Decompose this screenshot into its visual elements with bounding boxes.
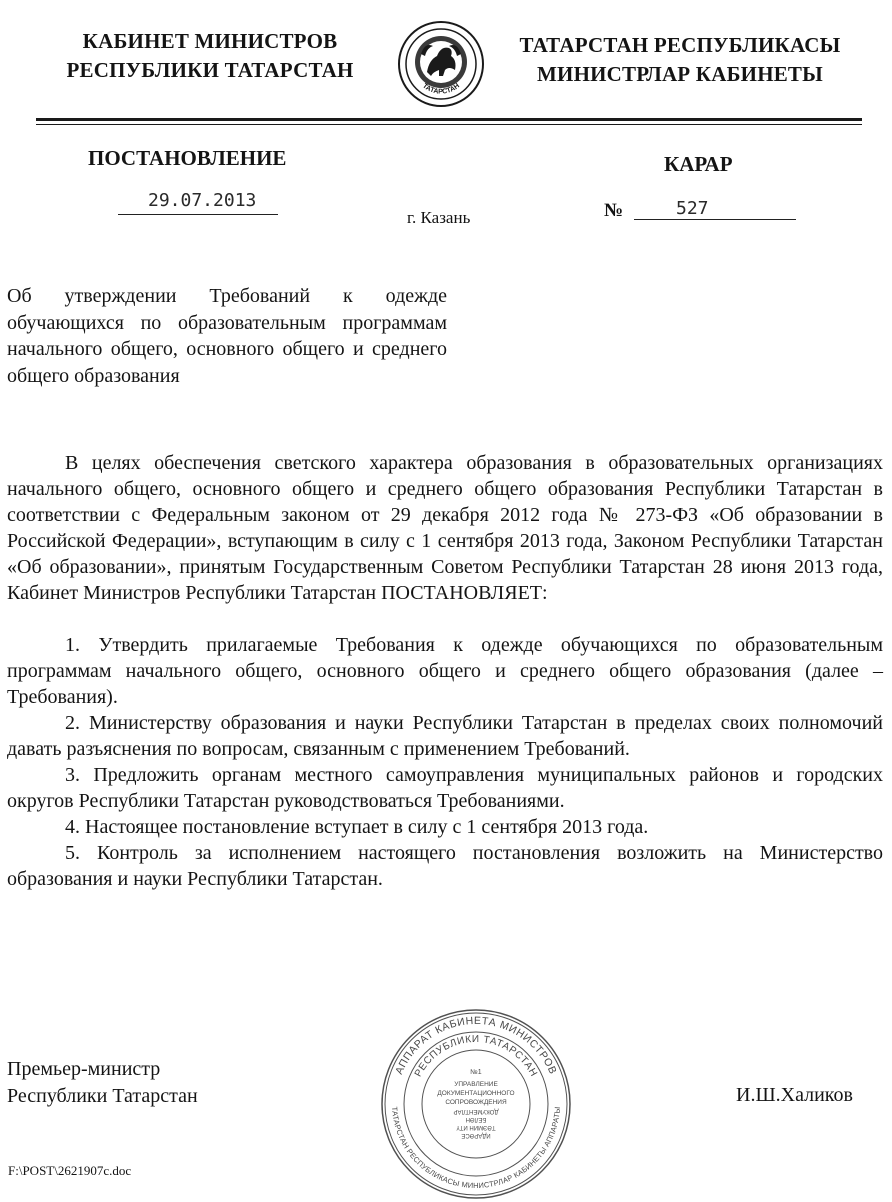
header-left-line2: РЕСПУБЛИКИ ТАТАРСТАН (66, 58, 354, 82)
signatory-title (7, 1056, 198, 1109)
header-left-line1: КАБИНЕТ МИНИСТРОВ (82, 29, 338, 53)
emblem-text: ТАТАРСТАН (421, 82, 461, 96)
header-right-title (500, 31, 860, 89)
document-city: г. Казань (407, 208, 471, 227)
stamp-center-line4: ИДАРӘСЕ (461, 1132, 491, 1138)
stamp-center-line6: БЕЛӘН (465, 1116, 487, 1122)
number-sign: № (604, 200, 624, 221)
document-type-tt: КАРАР (664, 152, 733, 176)
stamp-outer-top-text: АППАРАТ КАБИНЕТА МИНИСТРОВ (393, 1014, 559, 1077)
document-body (7, 450, 883, 892)
header-rule-thin (36, 124, 862, 125)
header-right-line2: МИНИСТРЛАР КАБИНЕТЫ (537, 62, 823, 86)
signatory-title-line2: Республики Татарстан (7, 1084, 198, 1107)
official-seal-stamp (378, 1006, 574, 1202)
stamp-center-line2: ДОКУМЕНТАЦИОННОГО (437, 1090, 515, 1097)
stamp-center-line3: СОПРОВОЖДЕНИЯ (445, 1099, 507, 1106)
signatory-name: И.Ш.Халиков (736, 1084, 853, 1106)
signatory-title-line1: Премьер-министр (7, 1058, 161, 1080)
decree-item-5: 5. Контроль за исполнением настоящего постановления возложить на Министерство образования и науки Республики Татарстан. (7, 842, 883, 890)
number-underline (634, 219, 796, 220)
stamp-outer-bottom-text: ТАТАРСТАН РЕСПУБЛИКАСЫ МИНИСТРЛАР КАБИНЕТЫ АППАРАТЫ (390, 1106, 563, 1191)
decree-item-3: 3. Предложить органам местного самоуправления муниципальных районов и городских округов Республики Татарстан руководствоваться Требованиями. (7, 764, 883, 812)
file-path-footer: F:\POST\2621907c.doc (8, 1163, 132, 1178)
header-rule-thick (36, 118, 862, 121)
stamp-number: №1 (470, 1069, 482, 1076)
stamp-inner-top-text: РЕСПУБЛИКИ ТАТАРСТАН (412, 1033, 540, 1079)
stamp-center-line7: ДОКУМЕНТЛАР (453, 1108, 499, 1114)
date-underline (118, 214, 278, 215)
tatarstan-coat-of-arms-icon (397, 20, 485, 108)
header-left-title (40, 27, 380, 85)
document-date: 29.07.2013 (148, 190, 257, 211)
stamp-center-line1: УПРАВЛЕНИЕ (454, 1081, 498, 1088)
document-subject: Об утверждении Требований к одежде обучающихся по образовательным программам начального общего, основного общего и среднего общего образования (7, 285, 447, 387)
decree-item-2: 2. Министерству образования и науки Республики Татарстан в пределах своих полномочий давать разъяснения по вопросам, связанным с применением Требований. (7, 712, 883, 760)
document-type-ru: ПОСТАНОВЛЕНИЕ (88, 146, 287, 170)
header-right-line1: ТАТАРСТАН РЕСПУБЛИКАСЫ (519, 33, 841, 57)
document-number: 527 (676, 198, 709, 219)
stamp-center-line5: ТӘЭМИН ИТҮ (456, 1124, 496, 1130)
decree-item-4: 4. Настоящее постановление вступает в силу с 1 сентября 2013 года. (65, 816, 649, 838)
decree-item-1: 1. Утвердить прилагаемые Требования к одежде обучающихся по образовательным программам начального общего, основного общего и среднего общего образования (далее – Требования). (7, 634, 883, 708)
preamble-paragraph: В целях обеспечения светского характера образования в образовательных организациях начального общего, основного общего и среднего общего образования Республики Татарстан в соответствии с Федеральным законом от 29 декабря 2012 года № 273-ФЗ «Об образовании в Российской Федерации», вступающим в силу с 1 сентября 2013 года, Законом Республики Татарстан «Об образовании», принятым Государственным Советом Республики Татарстан 28 июня 2013 года, Кабинет Министров Республики Татарстан ПОСТАНОВЛЯЕТ: (7, 452, 883, 604)
